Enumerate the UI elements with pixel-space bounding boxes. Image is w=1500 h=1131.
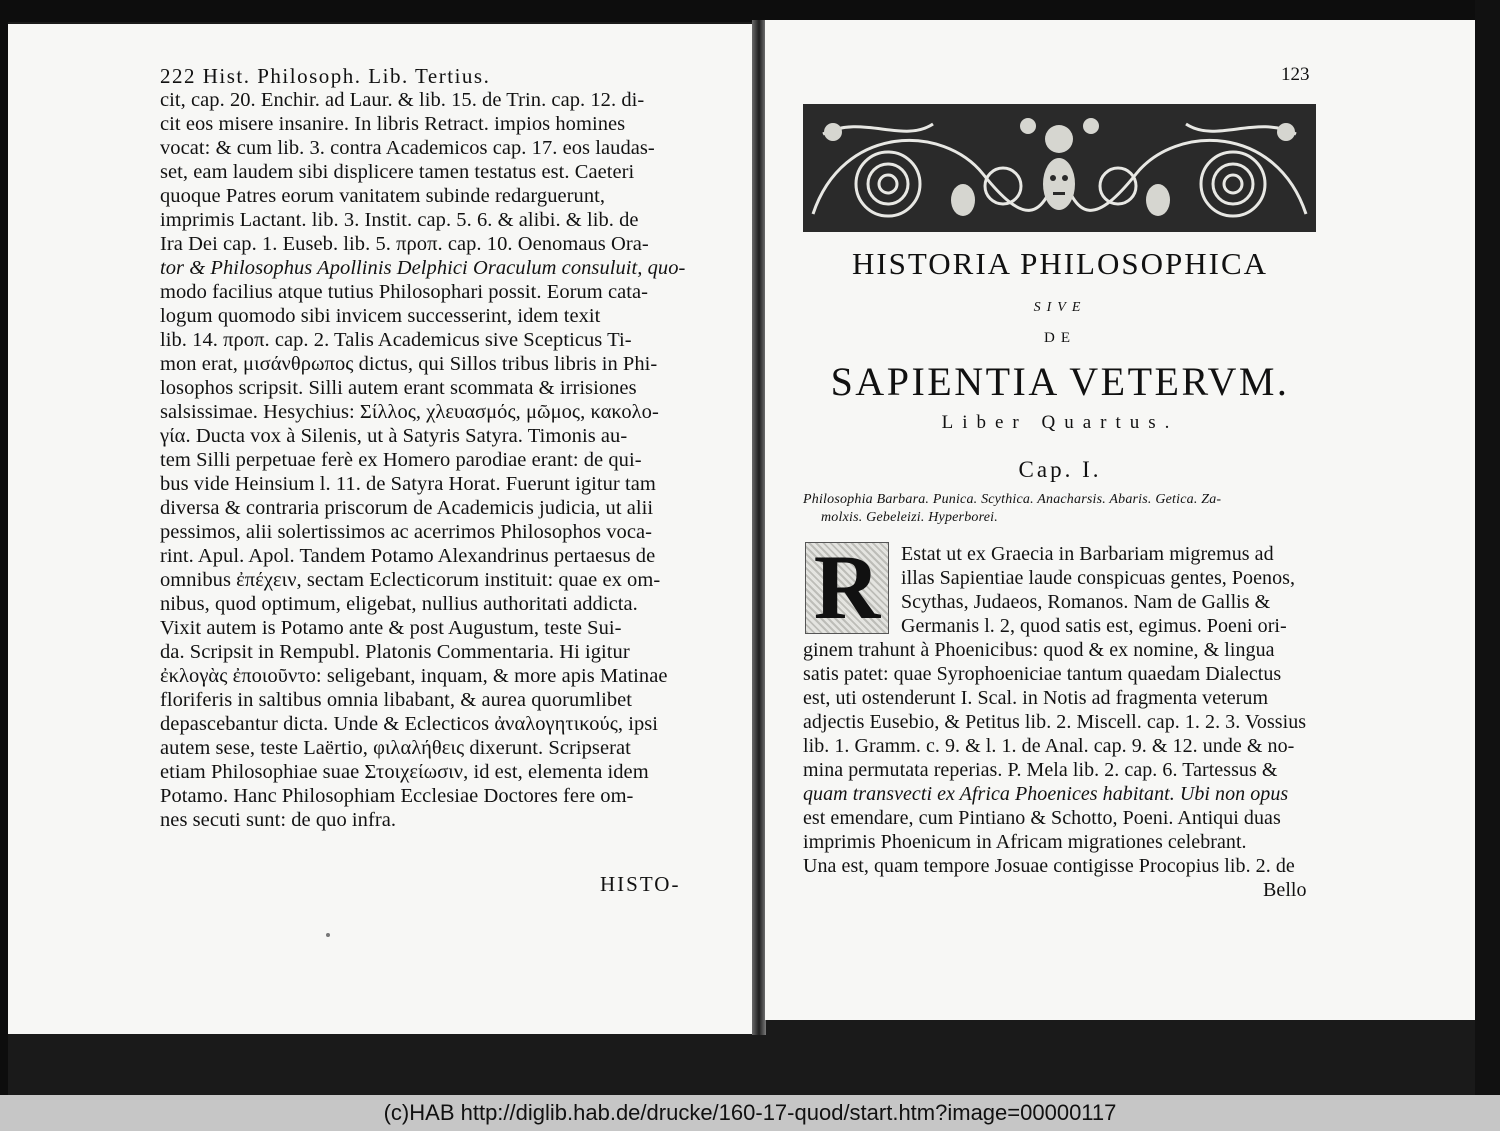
title-sive: SIVE xyxy=(1033,300,1087,315)
scan-border-right xyxy=(1475,0,1500,1095)
text-line: imprimis Phoenicum in Africam migrationes celebrant. xyxy=(803,831,1247,853)
catchword: HISTO- xyxy=(600,872,681,896)
text-line: pessimos, alii solertissimos ac acerrimos Philosophos voca- xyxy=(160,521,653,543)
text-line: lib. 1. Gramm. c. 9. & l. 1. de Anal. cap. 9. & 12. unde & no- xyxy=(803,735,1295,757)
book-gutter xyxy=(752,20,766,1035)
text-line: etiam Philosophiae suae Στοιχείωσιν, id est, elementa idem xyxy=(160,761,649,783)
catchword: Bello xyxy=(1263,879,1307,901)
left-page xyxy=(8,24,762,1034)
text-line: quoque Patres eorum vanitatem subinde redarguerunt, xyxy=(160,185,606,207)
text-line: mon erat, μισάνθρωπος dictus, qui Sillos tribus libris in Phi- xyxy=(160,353,658,375)
book-subtitle: SAPIENTIA VETERVM. xyxy=(830,359,1290,404)
paper-speck xyxy=(326,933,330,937)
text-line: γία. Ducta vox à Silenis, ut à Satyris Satyra. Timonis au- xyxy=(160,425,628,447)
book-number-heading: Liber Quartus. xyxy=(941,412,1179,433)
text-line: nibus, quod optimum, eligebat, nullius authoritati addicta. xyxy=(160,593,638,615)
text-line: ginem trahunt à Phoenicibus: quod & ex nomine, & lingua xyxy=(803,639,1275,661)
text-line: bus vide Heinsium l. 11. de Satyra Horat. Fuerunt igitur tam xyxy=(160,473,656,495)
book-title: HISTORIA PHILOSOPHICA xyxy=(851,246,1269,281)
text-line: lib. 14. προπ. cap. 2. Talis Academicus sive Scepticus Ti- xyxy=(160,329,632,351)
text-line: tor & Philosophus Apollinis Delphici Oraculum consuluit, quo- xyxy=(160,257,686,279)
source-url-footer: (c)HAB http://diglib.hab.de/drucke/160-17-quod/start.htm?image=00000117 xyxy=(0,1095,1500,1131)
text-line: autem sese, teste Laërtio, φιλαλήθεις dixerunt. Scripserat xyxy=(160,737,631,759)
title-de: DE xyxy=(1044,330,1076,346)
running-head: 222 Hist. Philosoph. Lib. Tertius. xyxy=(160,64,491,88)
text-line: floriferis in saltibus omnia libabant, & aurea quorumlibet xyxy=(160,689,633,711)
text-line: Una est, quam tempore Josuae contigisse Procopius lib. 2. de xyxy=(803,855,1295,877)
text-line: imprimis Lactant. lib. 3. Instit. cap. 5. 6. & alibi. & lib. de xyxy=(160,209,639,231)
right-page xyxy=(765,20,1475,1020)
text-line: Germanis l. 2, quod satis est, egimus. Poeni ori- xyxy=(901,615,1287,637)
text-line: diversa & contraria priscorum de Academicis judicia, ut alii xyxy=(160,497,654,519)
text-line: cit eos misere insanire. In libris Retract. impios homines xyxy=(160,113,626,135)
text-line: Vixit autem is Potamo ante & post Augustum, teste Sui- xyxy=(160,617,622,639)
scan-border-left xyxy=(0,0,8,1095)
scan-border-top xyxy=(0,0,1500,22)
text-line: losophos scripsit. Silli autem erant scommata & irrisiones xyxy=(160,377,637,399)
text-line: mina permutata reperias. P. Mela lib. 2. cap. 6. Tartessus & xyxy=(803,759,1278,781)
text-line: ἐκλογὰς ἐποιοῦντο: seligebant, inquam, & more apis Matinae xyxy=(160,665,668,687)
drop-cap-letter: R xyxy=(813,536,881,638)
text-line: omnibus ἐπέχειν, sectam Eclecticorum instituit: quae ex om- xyxy=(160,569,661,591)
text-line: rint. Apul. Apol. Tandem Potamo Alexandrinus pertaesus de xyxy=(160,545,656,567)
text-line: salsissimae. Hesychius: Σίλλος, χλευασμός, μῶμος, κακολο- xyxy=(160,401,659,423)
text-line: set, eam laudem sibi displicere tamen testatus est. Caeteri xyxy=(160,161,635,183)
text-line: Ira Dei cap. 1. Euseb. lib. 5. προπ. cap. 10. Oenomaus Ora- xyxy=(160,233,649,255)
text-line: Estat ut ex Graecia in Barbariam migremus ad xyxy=(901,543,1274,565)
text-line: adjectis Eusebio, & Petitus lib. 2. Miscell. cap. 1. 2. 3. Vossius xyxy=(803,711,1307,733)
text-line: da. Scripsit in Rempubl. Platonis Commentaria. Hi igitur xyxy=(160,641,630,663)
text-line: quam transvecti ex Africa Phoenices habitant. Ubi non opus xyxy=(803,783,1289,805)
foliate-headpiece-ornament-icon xyxy=(803,104,1316,232)
decorated-initial-icon xyxy=(805,536,889,638)
text-line: est, uti ostenderunt I. Scal. in Notis ad fragmenta veterum xyxy=(803,687,1269,709)
page-number: 123 xyxy=(1281,64,1310,85)
chapter-summary: Philosophia Barbara. Punica. Scythica. Anacharsis. Abaris. Getica. Za- xyxy=(803,492,1222,507)
text-line: illas Sapientiae laude conspicuas gentes, Poenos, xyxy=(901,567,1296,589)
text-line: logum quomodo sibi invicem successerint, idem texit xyxy=(160,305,601,327)
text-line: depascebantur dicta. Unde & Eclecticos ἀναλογητικούς, ipsi xyxy=(160,713,659,735)
text-line: satis patet: quae Syrophoeniciae tantum quaedam Dialectus xyxy=(803,663,1282,685)
text-line: cit, cap. 20. Enchir. ad Laur. & lib. 15. de Trin. cap. 12. di- xyxy=(160,89,645,111)
text-line: est emendare, cum Pintiano & Schotto, Poeni. Antiqui duas xyxy=(803,807,1281,829)
text-line: nes secuti sunt: de quo infra. xyxy=(160,809,397,831)
text-line: vocat: & cum lib. 3. contra Academicos cap. 17. eos laudas- xyxy=(160,137,655,159)
text-line: modo facilius atque tutius Philosophari possit. Eorum cata- xyxy=(160,281,649,303)
text-line: tem Silli perpetuae ferè ex Homero parodiae erant: de qui- xyxy=(160,449,642,471)
chapter-summary: molxis. Gebeleizi. Hyperborei. xyxy=(821,510,998,525)
chapter-heading: Cap. I. xyxy=(1018,457,1102,482)
text-line: Scythas, Judaeos, Romanos. Nam de Gallis & xyxy=(901,591,1271,613)
text-line: Potamo. Hanc Philosophiam Ecclesiae Doctores fere om- xyxy=(160,785,634,807)
